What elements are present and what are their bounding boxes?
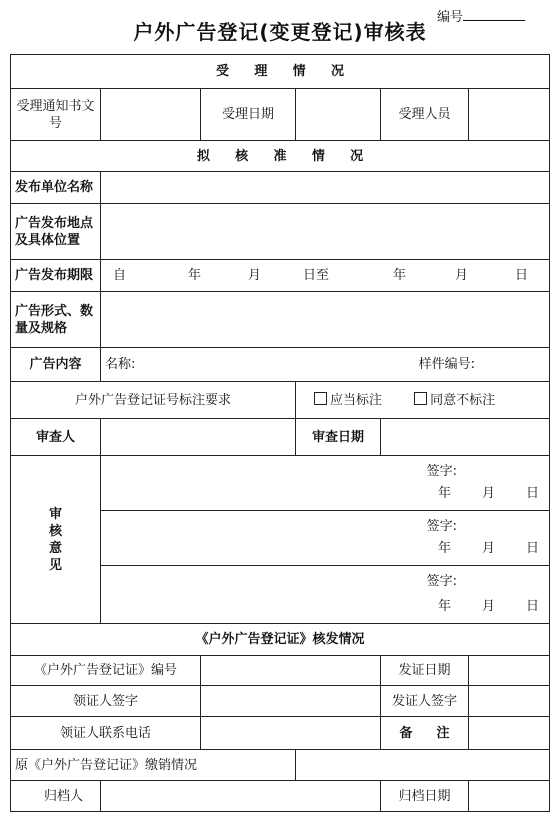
option-mark[interactable]	[314, 393, 382, 408]
period-label: 广告发布期限	[11, 260, 101, 292]
receiver-phone-field[interactable]	[201, 717, 381, 750]
notice-number-field[interactable]	[101, 89, 201, 141]
opinion-field-2[interactable]	[101, 511, 550, 566]
remarks-label: 备 注	[381, 717, 469, 750]
receiver-sign-field[interactable]	[201, 686, 381, 717]
period-from: 自	[113, 268, 127, 283]
format-field[interactable]	[101, 292, 550, 348]
content-name-label: 名称:	[105, 357, 136, 372]
period-field[interactable]	[101, 260, 550, 292]
opinion-char: 意	[48, 540, 62, 556]
acceptance-date-field[interactable]	[296, 89, 381, 141]
cancellation-label: 原《户外广告登记证》缴销情况	[11, 750, 296, 781]
option-nomark[interactable]	[414, 393, 495, 408]
sign-date	[407, 598, 539, 615]
year-label: 年	[438, 599, 452, 614]
period-to-month: 月	[455, 268, 469, 283]
day-label: 日	[526, 486, 540, 501]
archiver-field[interactable]	[101, 781, 381, 812]
archive-date-field[interactable]	[469, 781, 550, 812]
checkbox-icon[interactable]	[414, 392, 427, 405]
acceptance-heading: 受 理 情 况	[11, 55, 550, 89]
period-from-month: 月	[248, 268, 262, 283]
cancellation-field[interactable]	[296, 750, 550, 781]
acceptance-date-label: 受理日期	[201, 89, 296, 141]
review-date-field[interactable]	[381, 419, 550, 456]
opinion-field-3[interactable]	[101, 566, 550, 624]
cert-number-field[interactable]	[201, 656, 381, 686]
publisher-field[interactable]	[101, 172, 550, 204]
period-to-day: 日	[515, 268, 529, 283]
period-from-year: 年	[188, 268, 202, 283]
issue-date-field[interactable]	[469, 656, 550, 686]
sample-number-label: 样件编号:	[418, 357, 476, 372]
sign-label: 签字:	[426, 519, 458, 534]
notice-number-label: 受理通知书文 号	[11, 89, 101, 141]
marking-requirement-label: 户外广告登记证号标注要求	[11, 382, 296, 419]
day-label: 日	[526, 599, 540, 614]
location-label: 广告发布地点及具体位置	[11, 204, 101, 260]
content-label: 广告内容	[11, 348, 101, 382]
format-label: 广告形式、数量及规格	[11, 292, 101, 348]
option-nomark-label: 同意不标注	[430, 392, 496, 408]
opinion-field-1[interactable]	[101, 456, 550, 511]
receiver-phone-label: 领证人联系电话	[11, 717, 201, 750]
opinion-char: 见	[48, 557, 62, 573]
acceptance-person-label: 受理人员	[381, 89, 469, 141]
receiver-sign-label: 领证人签字	[11, 686, 201, 717]
location-field[interactable]	[101, 204, 550, 260]
content-field[interactable]	[101, 348, 550, 382]
opinion-char: 审	[48, 506, 62, 522]
review-date-label: 审查日期	[296, 419, 381, 456]
issuer-sign-label: 发证人签字	[381, 686, 469, 717]
marking-options	[296, 382, 550, 419]
option-mark-label: 应当标注	[330, 392, 383, 408]
checkbox-icon[interactable]	[314, 392, 327, 405]
period-day-to: 日至	[303, 268, 330, 283]
year-label: 年	[438, 486, 452, 501]
year-label: 年	[438, 541, 452, 556]
page-title: 户外广告登记(变更登记)审核表	[133, 20, 427, 44]
approval-heading: 拟 核 准 情 况	[11, 141, 550, 172]
remarks-field[interactable]	[469, 717, 550, 750]
publisher-label: 发布单位名称	[11, 172, 101, 204]
review-opinion-label	[11, 456, 101, 624]
day-label: 日	[526, 541, 540, 556]
sign-label: 签字:	[426, 464, 458, 479]
review-form	[10, 54, 550, 812]
issuance-heading: 《户外广告登记证》核发情况	[11, 624, 550, 656]
sign-date	[407, 485, 539, 502]
issuer-sign-field[interactable]	[469, 686, 550, 717]
sign-label: 签字:	[426, 574, 458, 589]
sign-date	[407, 540, 539, 557]
month-label: 月	[482, 486, 496, 501]
reviewer-field[interactable]	[101, 419, 296, 456]
reviewer-label: 审查人	[11, 419, 101, 456]
serial-label: 编号	[437, 10, 464, 25]
acceptance-person-field[interactable]	[469, 89, 550, 141]
period-to-year: 年	[393, 268, 407, 283]
cert-number-label: 《户外广告登记证》编号	[11, 656, 201, 686]
archive-date-label: 归档日期	[381, 781, 469, 812]
month-label: 月	[482, 541, 496, 556]
issue-date-label: 发证日期	[381, 656, 469, 686]
month-label: 月	[482, 599, 496, 614]
opinion-char: 核	[48, 523, 62, 539]
archiver-label: 归档人	[11, 781, 101, 812]
